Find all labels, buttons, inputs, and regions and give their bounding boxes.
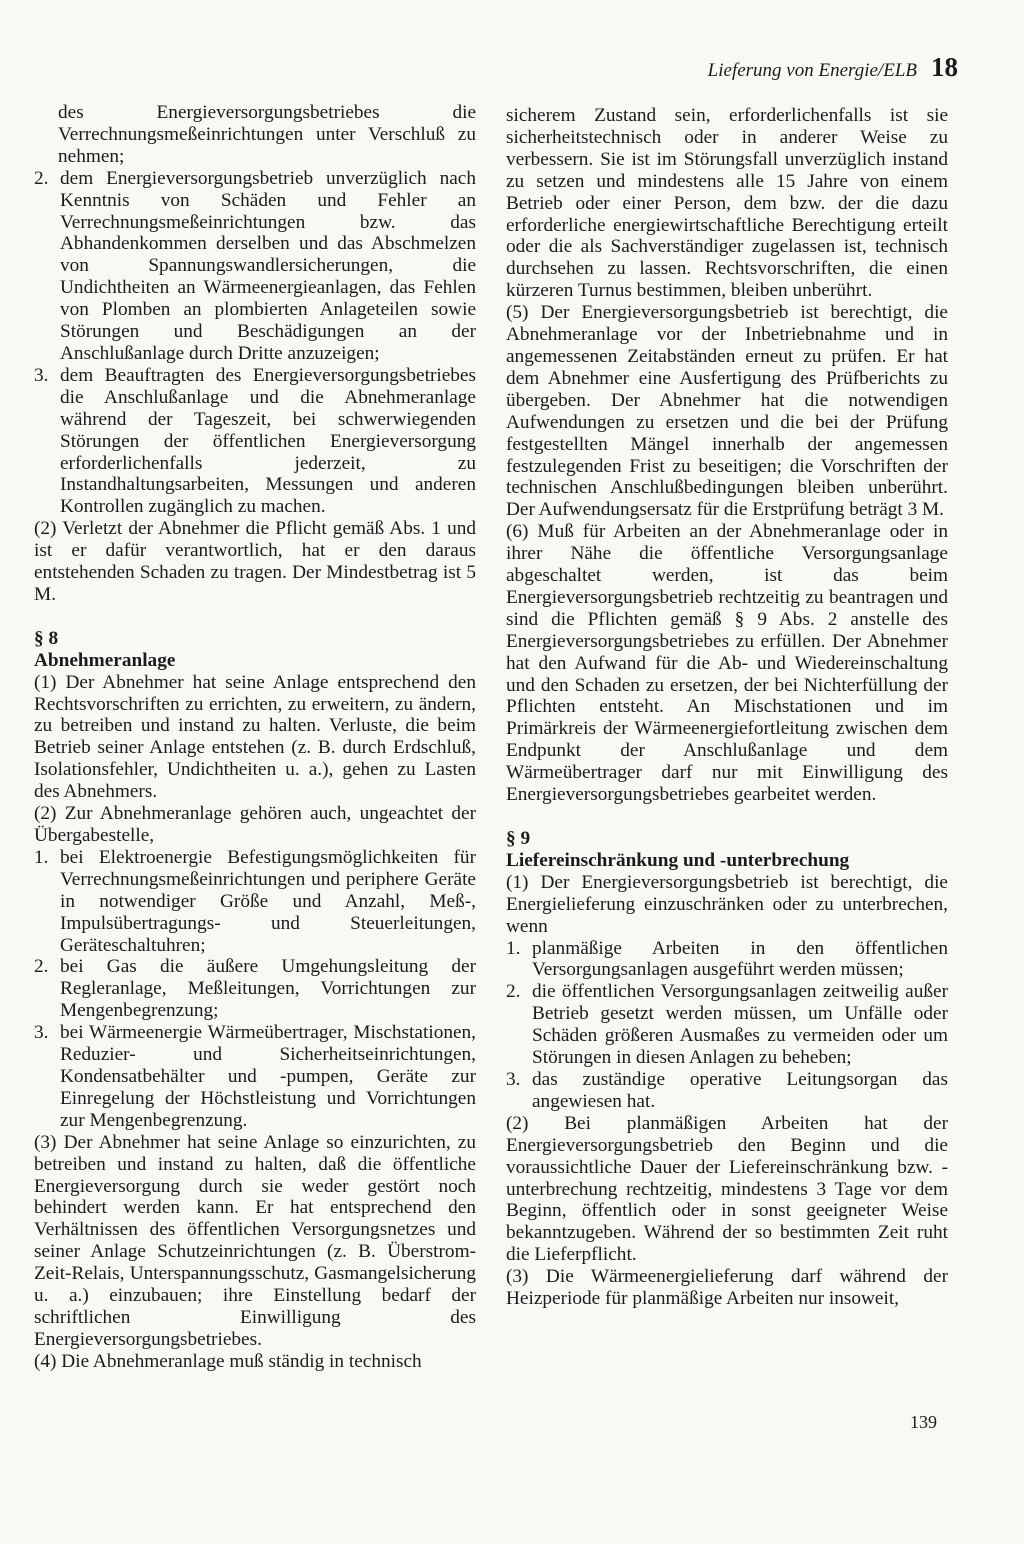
header-title: Lieferung von Energie/ELB xyxy=(707,60,917,81)
section-number: § 8 xyxy=(34,627,59,649)
page-number: 139 xyxy=(910,1412,937,1432)
list-item xyxy=(34,956,476,1022)
list-number: 1. xyxy=(506,937,521,959)
paragraph: (3) Der Abnehmer hat seine Anlage so einzurichten, zu betreiben und instand zu halten, daß die öffentliche Energieversorgung durch sie weder gestört noch behindert werden kann. Er hat entsprechend den Verhältnissen des öffentlichen Versorgungsnetzes und seiner Anlage Schutzeinrichtungen (z. B. Überstrom-Zeit-Relais, Unterspannungsschutz, Gasmangelsicherung u. a.) einzubauen; ihre Einstellung bedarf der schriftlichen Einwilligung des Energieversorgungsbetriebes. xyxy=(34,1131,476,1350)
list-item xyxy=(34,365,476,518)
paragraph: (5) Der Energieversorgungsbetrieb ist berechtigt, die Abnehmeranlage vor der Inbetriebnahme und in angemessenen Zeitabständen erneut zu prüfen. Er hat dem Abnehmer eine Ausfertigung des Prüfberichts zu übergeben. Der Abnehmer hat die notwendigen Aufwendungen zu ersetzen und die bei der Prüfung festgestellten Mängel innerhalb der angemessen festzulegenden Frist zu beseitigen; die Vorschriften der technischen Anschlußbedingungen bleiben unberührt. Der Aufwendungsersatz für die Erstprüfung beträgt 3 M. xyxy=(506,302,948,521)
section-heading: Abnehmeranlage xyxy=(34,649,176,671)
list-text: das zuständige operative Leitungsorgan das angewiesen hat. xyxy=(532,1068,948,1112)
list-number: 2. xyxy=(34,956,49,978)
right-column xyxy=(506,105,948,1310)
paragraph: (2) Bei planmäßigen Arbeiten hat der Energieversorgungsbetrieb den Beginn und die voraussichtliche Dauer der Liefereinschränkung bzw. -unterbrechung rechtzeitig, mindestens 3 Tage vor dem Beginn, öffentlich oder in sonst geeigneter Weise bekanntzugeben. Während der so bestimmten Zeit ruht die Lieferpflicht. xyxy=(506,1112,948,1266)
list-number: 2. xyxy=(34,167,49,189)
list-text: bei Gas die äußere Umgehungsleitung der Regleranlage, Meßleitungen, Vorrichtungen zur Mengenbegrenzung; xyxy=(60,956,476,1022)
paragraph: (2) Verletzt der Abnehmer die Pflicht gemäß Abs. 1 und ist er dafür verantwortlich, hat er den daraus entstehenden Schaden zu tragen. Der Mindestbetrag ist 5 M. xyxy=(34,518,476,605)
list-number: 3. xyxy=(34,364,49,386)
paragraph: sicherem Zustand sein, erforderlichenfalls ist sie sicherheitstechnisch oder in anderer Weise zu verbessern. Sie ist im Störungsfall unverzüglich instand zu setzen und mindestens alle 15 Jahre von einem Betrieb oder einer Person, dem bzw. der die dazu erforderliche energiewirtschaftliche Berechtigung erteilt oder die als Sachverständiger zugelassen ist, technisch durchsehen zu lassen. Rechtsvorschriften, die einen kürzeren Turnus bestimmen, bleiben unberührt. xyxy=(506,105,948,302)
list-number: 3. xyxy=(506,1068,521,1090)
list-item xyxy=(34,847,476,957)
paragraph: des Energieversorgungsbetriebes die Verrechnungsmeßeinrichtungen unter Verschluß zu nehmen; xyxy=(58,102,476,167)
paragraph: (2) Zur Abnehmeranlage gehören auch, ungeachtet der Übergabestelle, xyxy=(34,803,476,846)
paragraph: (1) Der Energieversorgungsbetrieb ist berechtigt, die Energielieferung einzuschränken oder zu unterbrechen, wenn xyxy=(506,871,948,937)
list-text: planmäßige Arbeiten in den öffentlichen Versorgungsanlagen ausgeführt werden müssen; xyxy=(532,937,948,981)
list-text: bei Wärmeenergie Wärmeübertrager, Mischstationen, Reduzier- und Sicherheitseinrichtungen, Kondensatbehälter und -pumpen, Geräte zur Einregelung der Höchstleistung und Vorrichtungen zur Mengenbegrenzung. xyxy=(60,1022,476,1131)
list-item xyxy=(506,938,948,982)
paragraph: (6) Muß für Arbeiten an der Abnehmeranlage oder in ihrer Nähe die öffentliche Versorgungsanlage abgeschaltet werden, ist das beim Energieversorgungsbetrieb rechtzeitig zu beantragen und sind die Pflichten gemäß § 9 Abs. 2 anstelle des Energieversorgungsbetriebes zu erfüllen. Der Abnehmer hat den Aufwand für die Ab- und Wiedereinschaltung und den Schaden zu ersetzen, der bei Nichterfüllung der Pflichten entsteht. An Mischstationen und im Primärkreis der Wärmeenergiefortleitung zwischen dem Endpunkt der Anschlußanlage und dem Wärmeübertrager darf nur mit Einwilligung des Energieversorgungsbetriebes gearbeitet werden. xyxy=(506,521,948,806)
chapter-number: 18 xyxy=(931,52,958,82)
list-number: 3. xyxy=(34,1022,49,1044)
left-column xyxy=(34,102,476,1373)
list-item xyxy=(34,168,476,365)
list-number: 1. xyxy=(34,846,49,868)
list-item xyxy=(506,1069,948,1113)
list-text: die öffentlichen Versorgungsanlagen zeitweilig außer Betrieb gesetzt werden müssen, um Unfälle oder Schäden größeren Ausmaßes zu vermeiden oder um Störungen in diesen Anlagen zu beheben; xyxy=(532,981,948,1069)
paragraph: (3) Die Wärmeenergielieferung darf während der Heizperiode für planmäßige Arbeiten nur insoweit, xyxy=(506,1266,948,1310)
section-number: § 9 xyxy=(506,828,531,849)
list-item xyxy=(34,1022,476,1132)
section-heading: Liefereinschränkung und -unterbrechung xyxy=(506,849,850,871)
list-number: 2. xyxy=(506,981,521,1003)
paragraph: (4) Die Abnehmeranlage muß ständig in technisch xyxy=(34,1350,422,1372)
list-item xyxy=(506,981,948,1069)
list-text: bei Elektroenergie Befestigungsmöglichkeiten für Verrechnungsmeßeinrichtungen und periphere Geräte in notwendiger Größe und Anzahl, Meß-, Impulsübertragungs- und Steuerleitungen, Geräteschaltuhren; xyxy=(60,846,476,956)
list-text: dem Beauftragten des Energieversorgungsbetriebes die Anschlußanlage und die Abnehmeranlage während der Tageszeit, bei schwerwiegenden Störungen der öffentlichen Energieversorgung erforderlichenfalls jederzeit, zu Instandhaltungsarbeiten, Messungen und anderen Kontrollen zugänglich zu machen. xyxy=(60,364,476,518)
paragraph: (1) Der Abnehmer hat seine Anlage entsprechend den Rechtsvorschriften zu errichten, zu erweitern, zu ändern, zu betreiben und instand zu halten. Verluste, die beim Betrieb seiner Anlage entstehen (z. B. durch Erdschluß, Isolationsfehler, Undichtheiten u. a.), gehen zu Lasten des Abnehmers. xyxy=(34,671,476,803)
list-text: dem Energieversorgungsbetrieb unverzüglich nach Kenntnis von Schäden und Fehler an Verrechnungsmeßeinrichtungen bzw. das Abhandenkommen derselben und das Abschmelzen von Spannungswandlersicherungen, die Undichtheiten an Wärmeenergieanlagen, das Fehlen von Plomben an plombierten Anlageteilen sowie Störungen und Beschädigungen an der Anschlußanlage durch Dritte anzuzeigen; xyxy=(60,167,476,364)
running-header xyxy=(708,52,958,83)
